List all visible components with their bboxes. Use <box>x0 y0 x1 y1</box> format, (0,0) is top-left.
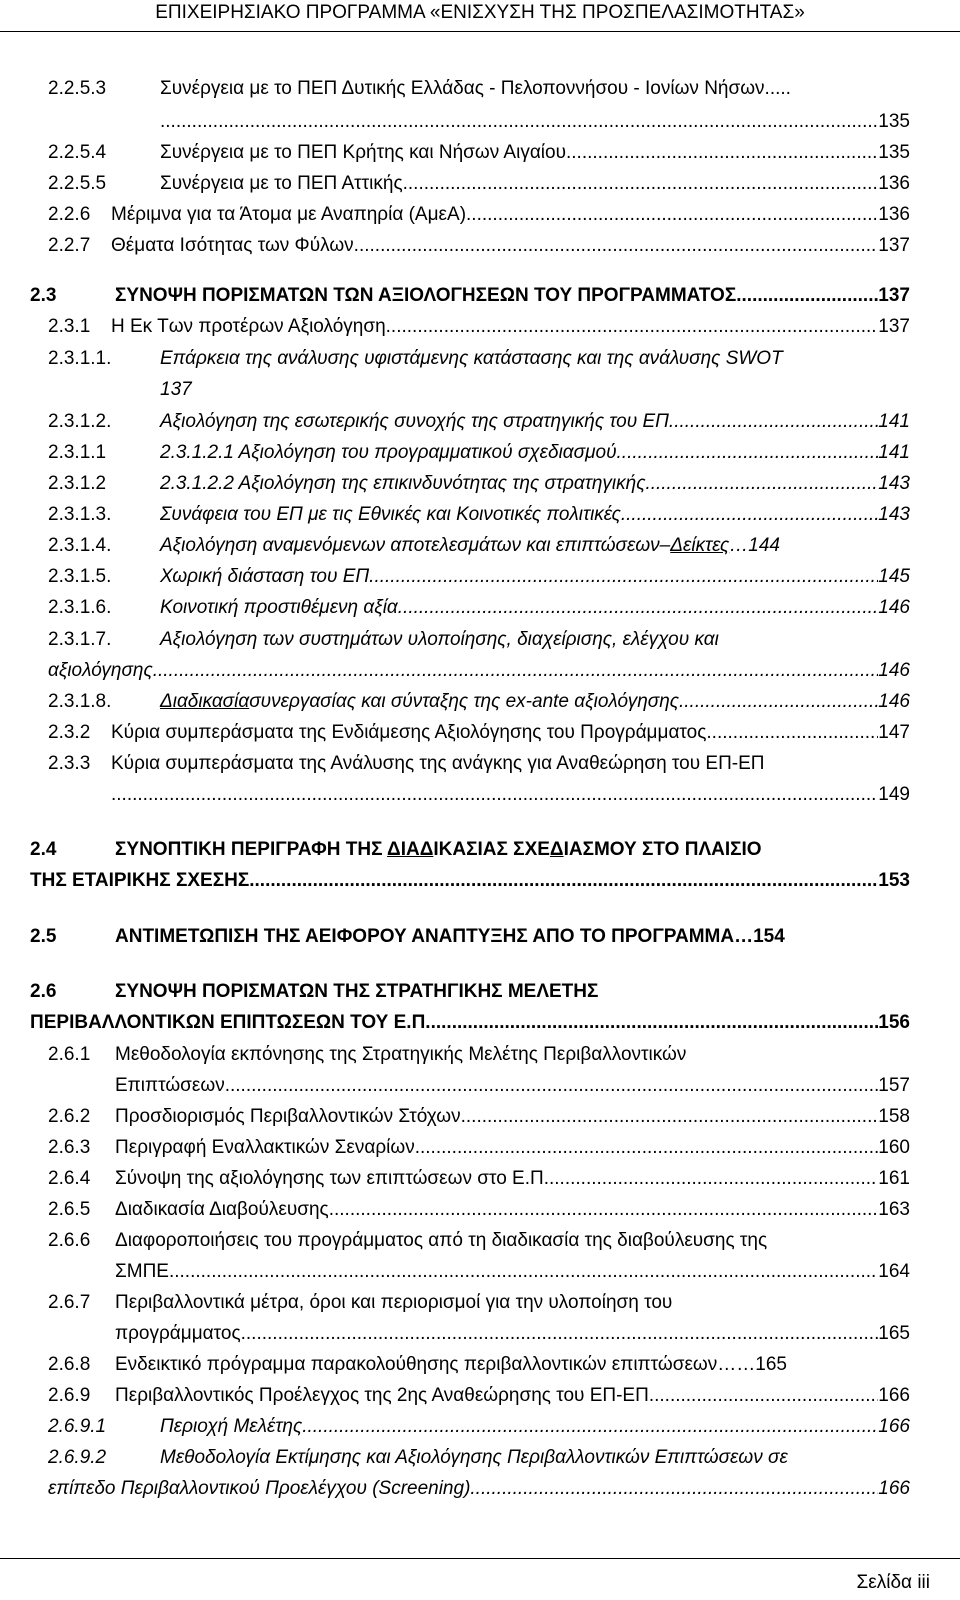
toc-page: 137 <box>878 235 910 256</box>
toc-number: 2.3.1.1 <box>48 442 107 463</box>
toc-title: Περιγραφή Εναλλακτικών Σεναρίων <box>115 1137 415 1158</box>
toc-page: 143 <box>878 473 910 494</box>
toc-title-underlined: Δείκτες <box>670 535 730 556</box>
toc-number: 2.6.3 <box>48 1137 91 1158</box>
toc-number: 2.6.4 <box>48 1168 91 1189</box>
toc-title-underlined: Διαδικασία <box>160 691 250 712</box>
toc-page: 156 <box>878 1012 910 1033</box>
toc-entry-2-3-1-2[interactable] <box>48 410 910 434</box>
toc-number: 2.4 <box>30 839 57 860</box>
toc-entry-2-6-1[interactable] <box>48 1043 686 1067</box>
toc-page: 166 <box>878 1385 910 1406</box>
toc-number: 2.6.6 <box>48 1230 91 1251</box>
toc-number: 2.3.1.1. <box>48 348 112 369</box>
toc-title: Χωρική διάσταση του ΕΠ <box>160 566 370 587</box>
toc-entry-2-6-3[interactable] <box>48 1136 910 1160</box>
toc-title: Περιβαλλοντικός Προέλεγχος της 2ης Αναθεώρησης του ΕΠ-ΕΠ <box>115 1385 649 1406</box>
toc-title-cont: ΤΗΣ ΕΤΑΙΡΙΚΗΣ ΣΧΕΣΗΣ <box>30 870 250 891</box>
toc-title: Μέριμνα για τα Άτομα με Αναπηρία (ΑμεΑ) <box>111 204 467 225</box>
toc-title-dash: – <box>659 535 671 556</box>
toc-number: 2.3 <box>30 285 57 306</box>
toc-number: 2.6.7 <box>48 1292 91 1313</box>
toc-title-underlined: ΔΙΑΔ <box>387 839 434 860</box>
toc-entry-2-3-1-7-cont <box>48 659 910 683</box>
toc-entry-2-3-1-8[interactable] <box>48 690 910 714</box>
toc-title-cont: Επιπτώσεων <box>115 1075 225 1096</box>
toc-entry-2-6-8[interactable] <box>48 1353 910 1377</box>
toc-entry-2-3[interactable] <box>30 284 910 308</box>
toc-page: 147 <box>878 722 910 743</box>
toc-page: 163 <box>878 1199 910 1220</box>
toc-entry-2-3-1-3[interactable] <box>48 503 910 527</box>
header-rule <box>0 31 960 32</box>
toc-entry-2-3-1-7[interactable] <box>48 628 719 652</box>
toc-number: 2.3.1.2 <box>48 473 107 494</box>
toc-entry-2-2-5-3[interactable] <box>48 77 791 101</box>
running-header: ΕΠΙΧΕΙΡΗΣΙΑΚΟ ΠΡΟΓΡΑΜΜΑ «ΕΝΙΣΧΥΣΗ ΤΗΣ ΠΡΟΣΠΕΛΑΣΙΜΟΤΗΤΑΣ» <box>155 2 805 23</box>
toc-page: 141 <box>878 442 910 463</box>
toc-number: 2.6.9.1 <box>48 1416 107 1437</box>
toc-entry-2-6[interactable] <box>30 980 598 1004</box>
toc-title: ΣΥΝΟΨΗ ΠΟΡΙΣΜΑΤΩΝ ΤΗΣ ΣΤΡΑΤΗΓΙΚΗΣ ΜΕΛΕΤΗΣ <box>115 981 599 1002</box>
toc-title: Προσδιορισμός Περιβαλλοντικών Στόχων <box>115 1106 461 1127</box>
toc-number: 2.6.9 <box>48 1385 91 1406</box>
toc-title: Περιβαλλοντικά μέτρα, όροι και περιορισμοί για την υλοποίηση του <box>115 1292 673 1313</box>
toc-entry-2-4[interactable] <box>30 838 762 862</box>
toc-title: συνεργασίας και σύνταξης της ex-ante αξιολόγησης <box>249 691 679 712</box>
toc-page: 146 <box>878 660 910 681</box>
page-number-footer: Σελίδα iii <box>856 1572 930 1593</box>
toc-title: Η Εκ Των προτέρων Αξιολόγηση <box>111 316 386 337</box>
toc-number: 2.3.2 <box>48 722 91 743</box>
toc-title: Περιοχή Μελέτης <box>160 1416 303 1437</box>
toc-entry-2-3-1-2-1[interactable] <box>48 441 910 465</box>
toc-number: 2.5 <box>30 926 57 947</box>
toc-entry-2-3-1-6[interactable] <box>48 596 910 620</box>
toc-page: 137 <box>160 379 192 400</box>
toc-entry-2-2-5-5[interactable] <box>48 172 910 196</box>
toc-number: 2.3.1.4. <box>48 535 112 556</box>
toc-page: 137 <box>878 316 910 337</box>
toc-page: 165 <box>755 1354 787 1375</box>
toc-entry-2-3-1-5[interactable] <box>48 565 910 589</box>
toc-entry-2-6-9[interactable] <box>48 1384 910 1408</box>
toc-title: Θέματα Ισότητας των Φύλων <box>111 235 354 256</box>
toc-title: Αξιολόγηση των συστημάτων υλοποίησης, διαχείρισης, ελέγχου και <box>160 629 719 650</box>
toc-entry-2-6-7[interactable] <box>48 1291 672 1315</box>
toc-number: 2.3.1.8. <box>48 691 112 712</box>
toc-title: Κύρια συμπεράσματα της Ανάλυσης της ανάγκης για Αναθεώρηση του ΕΠ-ΕΠ <box>111 753 765 774</box>
toc-page: 145 <box>878 566 910 587</box>
toc-number: 2.3.1.2. <box>48 411 112 432</box>
toc-number: 2.2.7 <box>48 235 91 256</box>
toc-title: 2.3.1.2.1 Αξιολόγηση του προγραμματικού σχεδιασμού <box>160 442 617 463</box>
toc-title: Μεθοδολογία εκπόνησης της Στρατηγικής Μελέτης Περιβαλλοντικών <box>115 1044 687 1065</box>
toc-page: 149 <box>878 784 910 805</box>
toc-number: 2.6.2 <box>48 1106 91 1127</box>
footer-rule <box>0 1558 960 1559</box>
toc-number: 2.6.1 <box>48 1044 91 1065</box>
toc-number: 2.6 <box>30 981 57 1002</box>
toc-page: 137 <box>878 285 910 306</box>
toc-title: ΑΝΤΙΜΕΤΩΠΙΣΗ ΤΗΣ ΑΕΙΦΟΡΟΥ ΑΝΑΠΤΥΞΗΣ ΑΠΟ ΤΟ ΠΡΟΓΡΑΜΜΑ… <box>115 926 754 947</box>
toc-entry-2-6-6-cont <box>115 1260 910 1284</box>
toc-entry-2-3-3[interactable] <box>48 752 765 776</box>
toc-title: Κοινοτική προστιθέμενη αξία <box>160 597 398 618</box>
toc-entry-2-5[interactable] <box>30 925 910 949</box>
toc-title: ΣΥΝΟΠΤΙΚΗ ΠΕΡΙΓΡΑΦΗ ΤΗΣ <box>115 839 388 860</box>
toc-number: 2.3.1.3. <box>48 504 112 525</box>
toc-title-cont: αξιολόγησης <box>48 660 153 681</box>
toc-title-underlined: Δ <box>549 839 564 860</box>
toc-entry-2-6-9-2[interactable] <box>48 1446 788 1470</box>
toc-page: 164 <box>878 1261 910 1282</box>
toc-page: 160 <box>878 1137 910 1158</box>
toc-entry-2-6-cont <box>30 1011 910 1035</box>
toc-page: 141 <box>878 411 910 432</box>
toc-title: ΣΥΝΟΨΗ ΠΟΡΙΣΜΑΤΩΝ ΤΩΝ ΑΞΙΟΛΟΓΗΣΕΩΝ ΤΟΥ ΠΡΟΓΡΑΜΜΑΤΟΣ <box>115 285 737 306</box>
toc-number: 2.2.5.5 <box>48 173 107 194</box>
toc-title: Συνάφεια του ΕΠ με τις Εθνικές και Κοινοτικές πολιτικές <box>160 504 621 525</box>
toc-number: 2.2.6 <box>48 204 91 225</box>
toc-entry-2-6-9-1[interactable] <box>48 1415 910 1439</box>
toc-page: 146 <box>878 691 910 712</box>
toc-entry-2-6-4[interactable] <box>48 1167 910 1191</box>
toc-number: 2.3.1 <box>48 316 91 337</box>
toc-page: 136 <box>878 173 910 194</box>
toc-entry-2-6-2[interactable] <box>48 1105 910 1129</box>
toc-entry-2-3-2[interactable] <box>48 721 910 745</box>
toc-page: 157 <box>878 1075 910 1096</box>
toc-title: Αξιολόγηση της εσωτερικής συνοχής της στρατηγικής του ΕΠ <box>160 411 669 432</box>
toc-number: 2.3.3 <box>48 753 91 774</box>
toc-entry-2-4-cont <box>30 869 910 893</box>
toc-title: Συνέργεια με το ΠΕΠ Δυτικής Ελλάδας - Πελοποννήσου - Ιονίων Νήσων..... <box>160 78 791 99</box>
toc-entry-2-2-6[interactable] <box>48 203 910 227</box>
toc-number: 2.6.8 <box>48 1354 91 1375</box>
toc-number: 2.3.1.5. <box>48 566 112 587</box>
toc-title: Ενδεικτικό πρόγραμμα παρακολούθησης περιβαλλοντικών επιπτώσεων…… <box>115 1354 756 1375</box>
toc-entry-2-2-5-3-page-line <box>160 110 910 134</box>
toc-number: 2.3.1.7. <box>48 629 112 650</box>
toc-entry-2-6-9-2-cont <box>48 1477 910 1501</box>
toc-title: ΙΑΣΜΟΥ ΣΤΟ ΠΛΑΙΣΙΟ <box>563 839 762 860</box>
toc-entry-2-3-1-2-2[interactable] <box>48 472 910 496</box>
toc-entry-2-2-5-4[interactable] <box>48 141 910 165</box>
toc-number: 2.2.5.4 <box>48 142 107 163</box>
toc-title-cont: επίπεδο Περιβαλλοντικού Προελέγχου (Screening) <box>48 1478 471 1499</box>
toc-number: 2.2.5.3 <box>48 78 107 99</box>
toc-title-cont: ΣΜΠΕ <box>115 1261 169 1282</box>
toc-page: 161 <box>878 1168 910 1189</box>
toc-page: 166 <box>878 1478 910 1499</box>
toc-page: 165 <box>878 1323 910 1344</box>
toc-page: 154 <box>753 926 785 947</box>
toc-title: Διαδικασία Διαβούλευσης <box>115 1199 329 1220</box>
toc-page: 144 <box>748 535 780 556</box>
toc-page: 146 <box>878 597 910 618</box>
toc-entry-2-3-1-1[interactable] <box>48 347 783 371</box>
toc-title: Κύρια συμπεράσματα της Ενδιάμεσης Αξιολόγησης του Προγράμματος <box>111 722 707 743</box>
toc-entry-2-2-7[interactable] <box>48 234 910 258</box>
toc-title: Συνέργεια με το ΠΕΠ Κρήτης και Νήσων Αιγαίου <box>160 142 566 163</box>
toc-title: Σύνοψη της αξιολόγησης των επιπτώσεων στο Ε.Π. <box>115 1168 549 1189</box>
toc-page: 135 <box>878 142 910 163</box>
toc-entry-2-6-6[interactable] <box>48 1229 767 1253</box>
toc-entry-2-6-5[interactable] <box>48 1198 910 1222</box>
toc-title: Επάρκεια της ανάλυσης υφιστάμενης κατάστασης και της ανάλυσης SWOT <box>160 348 783 369</box>
toc-number: 2.6.5 <box>48 1199 91 1220</box>
toc-title-main: Αξιολόγηση αναμενόμενων αποτελεσμάτων και επιπτώσεων <box>160 535 660 556</box>
toc-title: ΙΚΑΣΙΑΣ ΣΧΕ <box>433 839 550 860</box>
toc-title: Διαφοροποιήσεις του προγράμματος από τη διαδικασία της διαβούλευσης της <box>115 1230 768 1251</box>
toc-entry-2-6-7-cont <box>115 1322 910 1346</box>
toc-page: 143 <box>878 504 910 525</box>
toc-page: 136 <box>878 204 910 225</box>
toc-page: 158 <box>878 1106 910 1127</box>
toc-title: 2.3.1.2.2 Αξιολόγηση της επικινδυνότητας της στρατηγικής <box>160 473 646 494</box>
toc-title-cont: προγράμματος <box>115 1323 241 1344</box>
toc-title: Μεθοδολογία Εκτίμησης και Αξιολόγησης Περιβαλλοντικών Επιπτώσεων σε <box>160 1447 788 1468</box>
toc-page: 135 <box>878 111 910 132</box>
toc-ellipsis: … <box>729 535 749 556</box>
toc-title: Συνέργεια με το ΠΕΠ Αττικής <box>160 173 403 194</box>
toc-entry-2-3-3-page-line <box>111 783 910 807</box>
toc-number: 2.6.9.2 <box>48 1447 107 1468</box>
toc-page: 153 <box>878 870 910 891</box>
toc-entry-2-3-1[interactable] <box>48 315 910 339</box>
toc-entry-2-6-1-cont <box>115 1074 910 1098</box>
toc-entry-2-3-1-4[interactable] <box>48 534 910 558</box>
toc-title-cont: ΠΕΡΙΒΑΛΛΟΝΤΙΚΩΝ ΕΠΙΠΤΩΣΕΩΝ ΤΟΥ Ε.Π. <box>30 1012 431 1033</box>
toc-page: 166 <box>878 1416 910 1437</box>
toc-number: 2.3.1.6. <box>48 597 112 618</box>
